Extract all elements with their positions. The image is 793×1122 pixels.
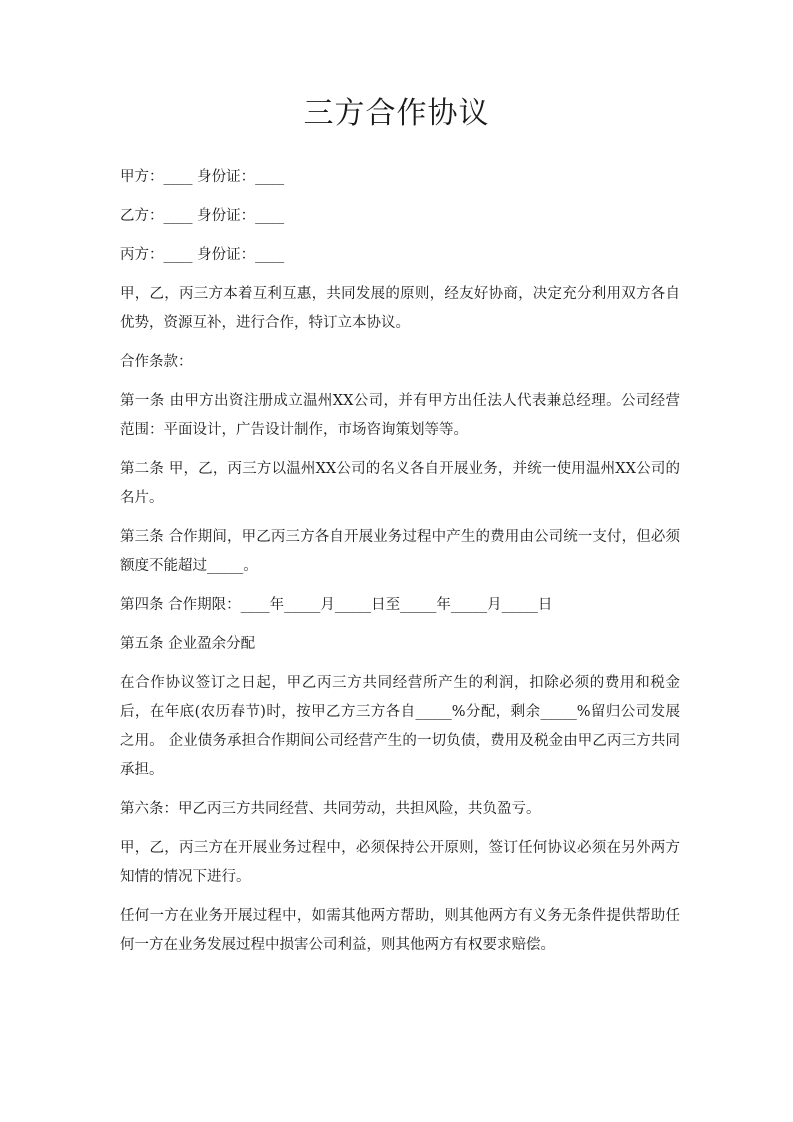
party-a-line: 甲方：____ 身份证：____ (120, 169, 285, 185)
article-5-heading: 第五条 企业盈余分配 (120, 636, 256, 652)
party-c-line: 丙方：____ 身份证：____ (120, 247, 285, 263)
article-6: 第六条：甲乙丙三方共同经营、共同劳动，共担风险，共负盈亏。 (120, 801, 541, 817)
terms-heading: 合作条款： (120, 354, 193, 370)
preamble-paragraph: 甲，乙，丙三方本着互利互惠，共同发展的原则，经友好协商，决定充分利用双方各自优势，资源互补，进行合作，特订立本协议。 (120, 286, 680, 331)
article-3: 第三条 合作期间，甲乙丙三方各自开展业务过程中产生的费用由公司统一支付，但必须额度不能超过_____。 (120, 529, 680, 574)
document-title: 三方合作协议 (303, 96, 490, 131)
mutual-assistance-paragraph: 任何一方在业务开展过程中，如需其他两方帮助，则其他两方有义务无条件提供帮助任何一方在业务发展过程中损害公司利益，则其他两方有权要求赔偿。 (120, 908, 680, 953)
party-b-line: 乙方：____ 身份证：____ (120, 208, 285, 224)
article-1: 第一条 由甲方出资注册成立温州XX公司，并有甲方出任法人代表兼总经理。公司经营范围：平面设计，广告设计制作，市场咨询策划等等。 (120, 393, 680, 438)
profit-distribution-paragraph: 在合作协议签订之日起，甲乙丙三方共同经营所产生的利润，扣除必须的费用和税金后，在年底(农历春节)时，按甲乙方三方各自_____%分配，剩余_____%留归公司发展之用。 企业债务承担合作期间公司经营产生的一切负债，费用及税金由甲乙丙三方共同承担。 (120, 675, 680, 778)
article-4: 第四条 合作期限：____年_____月_____日至_____年_____月_____日 (120, 597, 553, 613)
document-body (120, 163, 680, 970)
transparency-paragraph: 甲，乙，丙三方在开展业务过程中，必须保持公开原则，签订任何协议必须在另外两方知情的情况下进行。 (120, 840, 680, 885)
article-2: 第二条 甲，乙，丙三方以温州XX公司的名义各自开展业务，并统一使用温州XX公司的名片。 (120, 461, 680, 506)
